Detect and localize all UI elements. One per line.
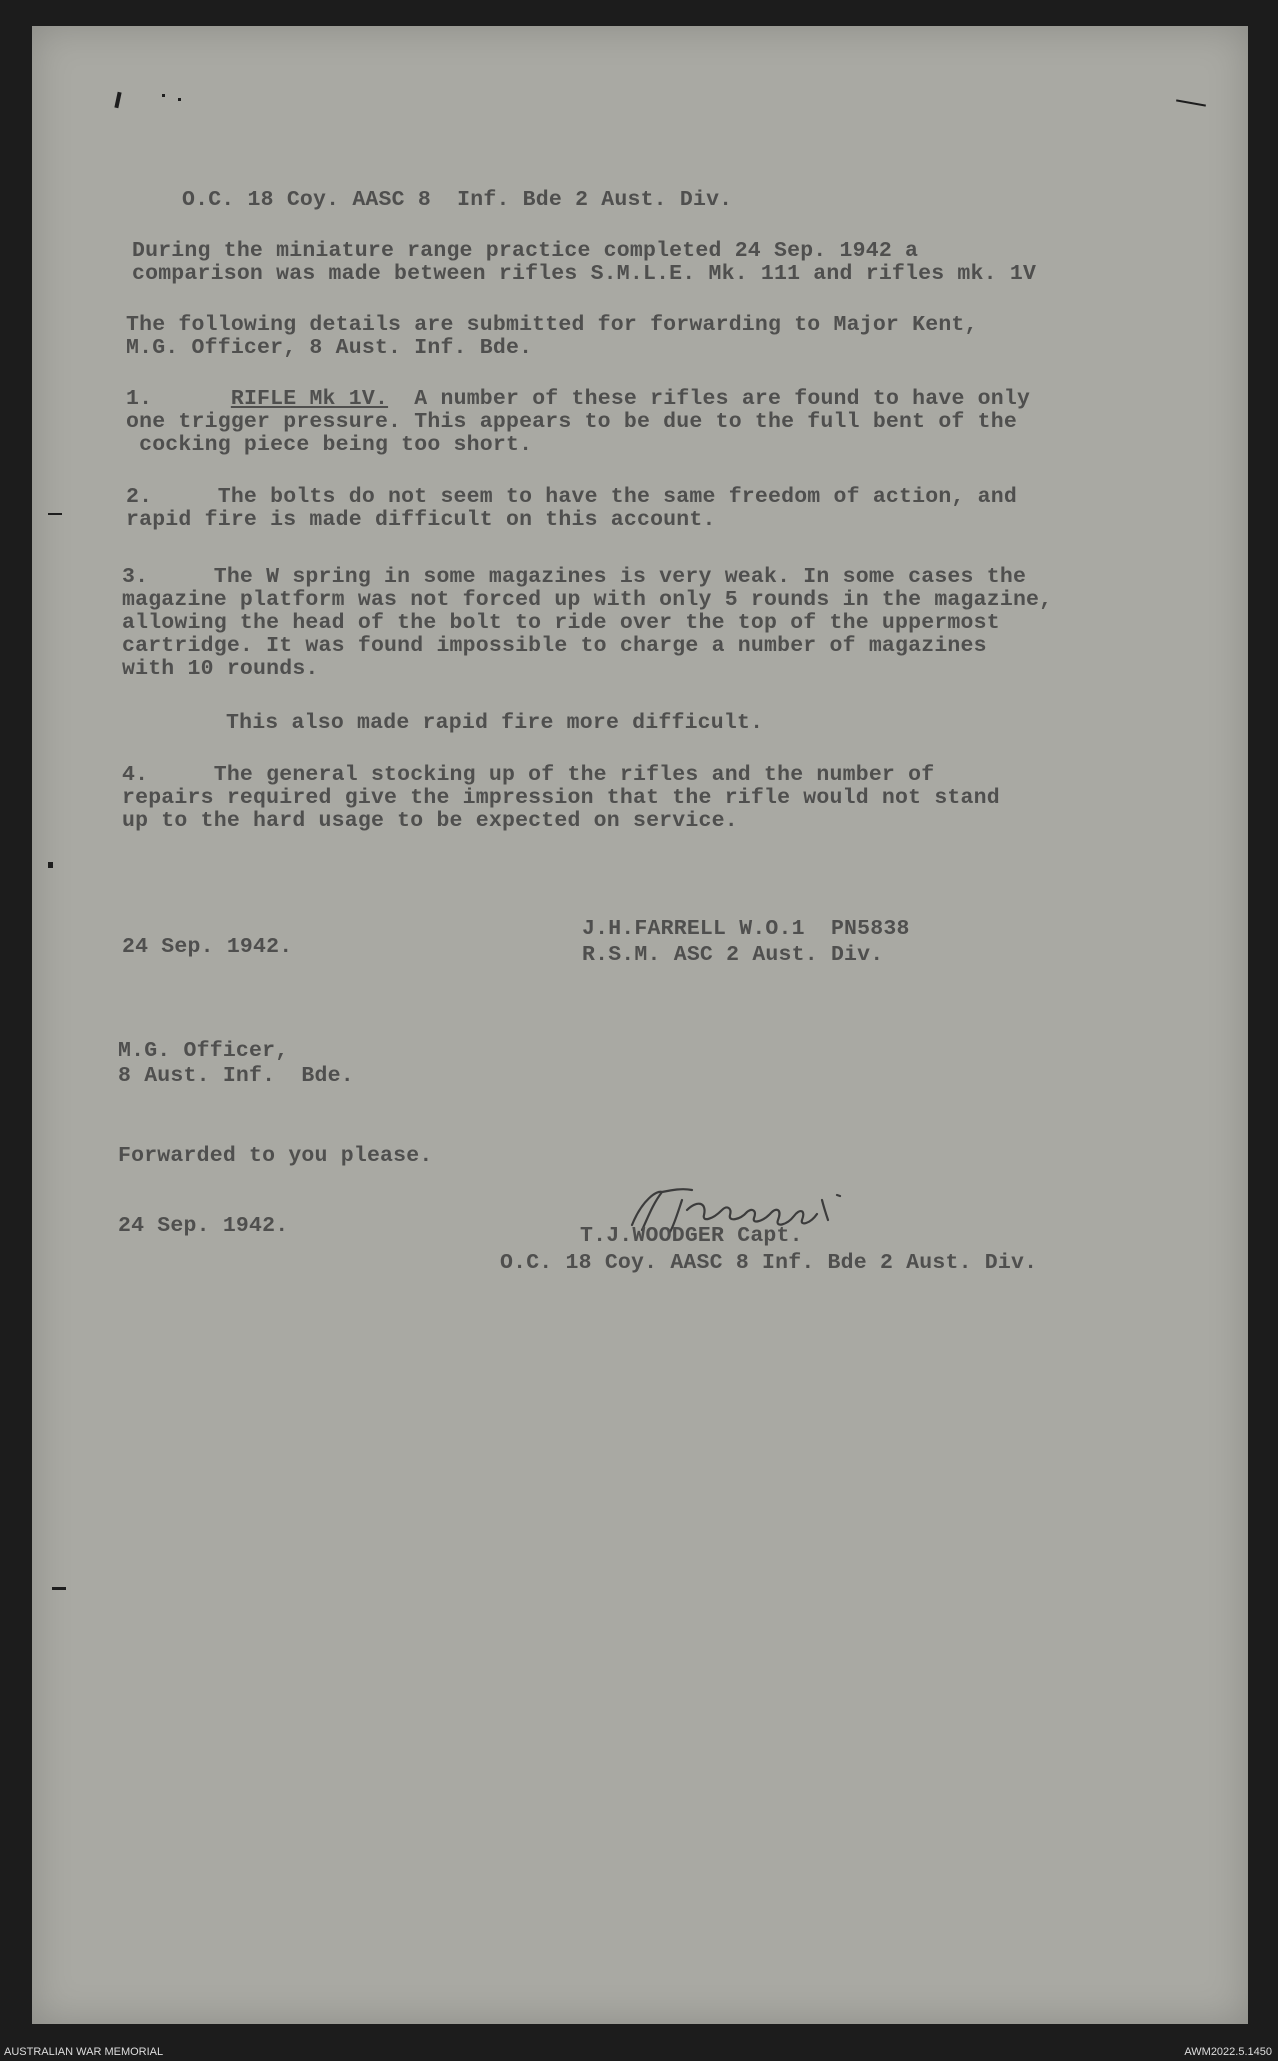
para4-line-1: 4. The general stocking up of the rifles and the number of (122, 763, 935, 787)
para1-heading: RIFLE Mk 1V. (230, 387, 389, 411)
ink-mark (48, 513, 62, 515)
para1-number: 1. (126, 387, 153, 411)
para2-line-2: rapid fire is made difficult on this account. (126, 508, 716, 532)
para1-line1-rest: A number of these rifles are found to have only (388, 387, 1031, 411)
para1-line-1 (126, 388, 1030, 411)
ink-mark (178, 98, 181, 101)
ink-mark (1176, 99, 1206, 106)
addressee: O.C. 18 Coy. AASC 8 Inf. Bde 2 Aust. Div. (182, 188, 733, 212)
signer2-line-1: T.J.WOODGER Capt. (580, 1224, 803, 1248)
ink-mark (114, 92, 121, 108)
ink-mark (48, 862, 53, 868)
para4-line-2: repairs required give the impression that the rifle would not stand (122, 786, 1000, 810)
to-line-1: M.G. Officer, (118, 1039, 289, 1063)
para3-line-2: magazine platform was not forced up with only 5 rounds in the magazine, (122, 588, 1053, 612)
para3-line-4: cartridge. It was found impossible to charge a number of magazines (122, 634, 987, 658)
signer1-line-2: R.S.M. ASC 2 Aust. Div. (582, 943, 884, 967)
para3-note: This also made rapid fire more difficult. (226, 711, 764, 735)
to-line-2: 8 Aust. Inf. Bde. (118, 1064, 354, 1088)
submitted-line-2: M.G. Officer, 8 Aust. Inf. Bde. (126, 336, 533, 360)
submitted-line-1: The following details are submitted for forwarding to Major Kent, (126, 313, 978, 337)
para3-line-5: with 10 rounds. (122, 657, 319, 681)
forwarded-line: Forwarded to you please. (118, 1144, 433, 1168)
ink-mark (162, 94, 165, 97)
footer-right: AWM2022.5.1450 (1184, 2046, 1272, 2058)
para1-line-2: one trigger pressure. This appears to be due to the full bent of the (126, 410, 1017, 434)
signer1-line-1: J.H.FARRELL W.O.1 PN5838 (582, 917, 910, 941)
ink-mark (52, 1587, 66, 1590)
para2-line-1: 2. The bolts do not seem to have the same freedom of action, and (126, 485, 1017, 509)
para3-line-3: allowing the head of the bolt to ride over the top of the uppermost (122, 611, 1000, 635)
date-1: 24 Sep. 1942. (122, 935, 293, 959)
footer-left: AUSTRALIAN WAR MEMORIAL (4, 2046, 164, 2058)
para4-line-3: up to the hard usage to be expected on service. (122, 809, 738, 833)
intro-line-2: comparison was made between rifles S.M.L.E. Mk. 111 and rifles mk. 1V (132, 262, 1037, 286)
signer2-line-2: O.C. 18 Coy. AASC 8 Inf. Bde 2 Aust. Div. (500, 1251, 1038, 1275)
intro-line-1: During the miniature range practice completed 24 Sep. 1942 a (132, 239, 919, 263)
para1-line-3: cocking piece being too short. (126, 433, 533, 457)
para3-line-1: 3. The W spring in some magazines is very weak. In some cases the (122, 565, 1027, 589)
date-2: 24 Sep. 1942. (118, 1214, 289, 1238)
